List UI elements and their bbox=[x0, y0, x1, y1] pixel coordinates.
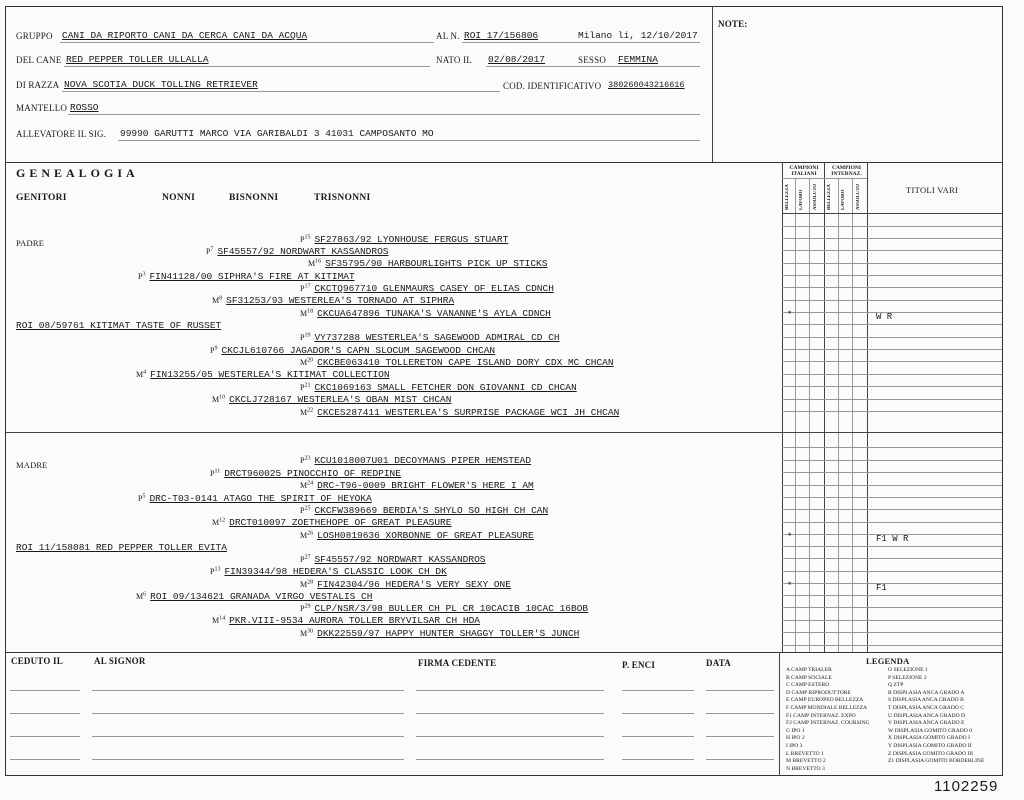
grid-row-line bbox=[782, 226, 1002, 227]
al-n-label: AL N. bbox=[436, 31, 460, 41]
entry-code-letter: P bbox=[300, 284, 305, 293]
footer-blank-line bbox=[622, 736, 694, 737]
mantello-rule bbox=[68, 114, 700, 115]
grid-row-line bbox=[782, 583, 1002, 584]
entry-code-number: 5 bbox=[142, 493, 146, 500]
entry-text: CKCES287411 WESTERLEA'S SURPRISE PACKAGE WCI JH CHCAN bbox=[317, 407, 620, 418]
razza-rule bbox=[62, 91, 500, 92]
entry-code bbox=[210, 346, 217, 355]
entry-code bbox=[136, 592, 146, 601]
col-trisnonni: TRISNONNI bbox=[314, 193, 371, 203]
legenda-item: D CAMP RIPRODUTTORE bbox=[786, 689, 851, 696]
entry-code-number: 13 bbox=[214, 566, 221, 573]
legenda-item: L BREVETTO 1 bbox=[786, 750, 824, 757]
entry-text: CLP/NSR/3/98 BULLER CH PL CR 10CACIB 10CAC 16BOB bbox=[314, 603, 589, 614]
legenda-item: P SELEZIONE 2 bbox=[888, 674, 927, 681]
sub-bellezza-it: BELLEZZA bbox=[785, 184, 790, 210]
sub-lavoro-it: LAVORO bbox=[799, 189, 804, 210]
footer-blank-line bbox=[622, 713, 694, 714]
campioni-head-rule bbox=[782, 213, 1002, 214]
titoli-sire: W R bbox=[876, 312, 893, 322]
entry-code-number: 21 bbox=[304, 382, 311, 389]
footer-blank-line bbox=[92, 690, 404, 691]
titoli-vari: TITOLI VARI bbox=[906, 185, 959, 195]
entry-text: SF35795/90 HARBOURLIGHTS PICK UP STICKS bbox=[325, 258, 548, 269]
footer-blank-line bbox=[416, 759, 604, 760]
entry-code-number: 4 bbox=[143, 369, 147, 376]
footer-blank-line bbox=[10, 713, 80, 714]
col-genitori: GENITORI bbox=[16, 193, 67, 203]
grid-row-line bbox=[782, 386, 1002, 387]
grid-row-line bbox=[782, 571, 1002, 572]
del-cane-value: RED PEPPER TOLLER ULLALLA bbox=[66, 54, 209, 65]
nato-il-label: NATO IL bbox=[436, 55, 472, 65]
cod-value: 380260043216616 bbox=[608, 80, 685, 90]
legenda-item: Z DISPLASIA GOMITO GRADO III bbox=[888, 750, 974, 757]
entry-text: SF45557/92 NORDWART KASSANDROS bbox=[314, 554, 486, 565]
pedigree-entry bbox=[300, 623, 579, 641]
footer-blank-line bbox=[10, 690, 80, 691]
grid-row-line bbox=[782, 238, 1002, 239]
legenda-item: Y DISPLASIA GOMITO GRADO II bbox=[888, 743, 972, 749]
entry-code bbox=[210, 567, 220, 576]
entry-text: CKC1069163 SMALL FETCHER DON GIOVANNI CD CHCAN bbox=[314, 382, 577, 393]
campioni-sub-rule bbox=[782, 178, 867, 179]
cod-label: COD. IDENTIFICATIVO bbox=[503, 81, 602, 91]
legenda-item: V DISPLASIA ANCA GRADO E bbox=[888, 720, 965, 727]
entry-text: ROI 08/59761 KITIMAT TASTE OF RUSSET bbox=[16, 320, 222, 331]
grid-row-line bbox=[782, 349, 1002, 350]
entry-text: CKCTQ967710 GLENMAURS CASEY OF ELIAS CDNCH bbox=[314, 283, 554, 294]
grid-row-line bbox=[782, 497, 1002, 498]
legenda-item: S DISPLASIA ANCA GRADO B bbox=[888, 697, 964, 704]
entry-text: CKCBE063410 TOLLERETON CAPE ISLAND DORY CDX MC CHCAN bbox=[317, 357, 614, 368]
legenda-item: E CAMP EUROPEO BELLEZZA bbox=[786, 697, 864, 704]
mark-star-dam: * bbox=[787, 532, 793, 542]
grid-col-3 bbox=[824, 162, 825, 652]
sub-assoluto-int: ASSOLUTO bbox=[856, 183, 861, 210]
entry-code-number: 19 bbox=[304, 332, 311, 339]
sub-bellezza-int: BELLEZZA bbox=[827, 184, 832, 210]
entry-code-letter: M bbox=[300, 309, 308, 318]
legenda-item: F CAMP MONDIALE BELLEZZA bbox=[786, 705, 868, 711]
entry-text: DRCT010097 ZOETHEHOPE OF GREAT PLEASURE bbox=[229, 517, 452, 528]
legenda-item: Q ZTP bbox=[888, 682, 904, 689]
footer-blank-line bbox=[92, 713, 404, 714]
legenda-item: G IPO 1 bbox=[786, 727, 805, 734]
gruppo-label: GRUPPO bbox=[16, 31, 53, 41]
entry-code-letter: P bbox=[138, 272, 143, 281]
entry-code-number: 26 bbox=[307, 530, 314, 537]
legenda-item: M BREVETTO 2 bbox=[786, 758, 826, 765]
entry-code-letter: P bbox=[138, 494, 143, 503]
mantello-value: ROSSO bbox=[70, 102, 99, 113]
entry-code-number: 9 bbox=[214, 345, 218, 352]
razza-value: NOVA SCOTIA DUCK TOLLING RETRIEVER bbox=[64, 79, 258, 90]
footer-blank-line bbox=[92, 759, 404, 760]
footer-blank-line bbox=[416, 713, 604, 714]
entry-text: FIN42304/96 HEDERA'S VERY SEXY ONE bbox=[317, 579, 511, 590]
entry-code-number: 30 bbox=[307, 628, 314, 635]
entry-code-letter: M bbox=[212, 395, 220, 404]
entry-text: DRC-T03-0141 ATAGO THE SPIRIT OF HEYOKA bbox=[149, 493, 372, 504]
entry-code-number: 7 bbox=[210, 246, 214, 253]
grid-row-line bbox=[782, 324, 1002, 325]
legenda-item: F1 CAMP INTERNAZ. EXPO bbox=[786, 712, 856, 719]
entry-code-number: 6 bbox=[143, 591, 147, 598]
entry-code-letter: M bbox=[308, 259, 316, 268]
entry-text: SF45557/92 NORDWART KASSANDROS bbox=[217, 246, 389, 257]
col-bisnonni: BISNONNI bbox=[229, 193, 279, 203]
footer-blank-line bbox=[706, 736, 774, 737]
entry-text: FIN39344/98 HEDERA'S CLASSIC LOOK CH DK bbox=[224, 566, 447, 577]
footer-blank-line bbox=[706, 690, 774, 691]
del-cane-label: DEL CANE bbox=[16, 55, 62, 65]
grid-row-line bbox=[782, 595, 1002, 596]
grid-row-line bbox=[782, 632, 1002, 633]
footer-blank-line bbox=[10, 759, 80, 760]
entry-text: DRC-T96-0009 BRIGHT FLOWER'S HERE I AM bbox=[317, 480, 534, 491]
grid-row-line bbox=[782, 460, 1002, 461]
sire-dam-separator bbox=[6, 432, 1002, 433]
footer-blank-line bbox=[92, 736, 404, 737]
al-n-value: ROI 17/156806 bbox=[464, 30, 539, 41]
sesso-value: FEMMINA bbox=[618, 54, 658, 65]
entry-code-number: 27 bbox=[304, 554, 311, 561]
entry-code-number: 12 bbox=[219, 517, 226, 524]
grid-row-line bbox=[782, 250, 1002, 251]
entry-code bbox=[206, 247, 213, 256]
entry-code-letter: M bbox=[300, 629, 308, 638]
entry-code-letter: M bbox=[136, 370, 144, 379]
entry-code-letter: M bbox=[212, 296, 220, 305]
entry-code bbox=[300, 408, 313, 417]
entry-text: SF27863/92 LYONHOUSE FERGUS STUART bbox=[314, 234, 509, 245]
grid-row-line bbox=[782, 374, 1002, 375]
nato-rule bbox=[486, 66, 700, 67]
footer-blank-line bbox=[622, 690, 694, 691]
entry-text: SF31253/93 WESTERLEA'S TORNADO AT SIPHRA bbox=[226, 295, 455, 306]
grid-row-line bbox=[782, 620, 1002, 621]
entry-text: KCU1018007U01 DECOYMANS PIPER HEMSTEAD bbox=[314, 455, 532, 466]
entry-code-letter: M bbox=[300, 481, 308, 490]
entry-code-number: 16 bbox=[315, 258, 322, 265]
entry-code bbox=[212, 616, 225, 625]
entry-code bbox=[212, 395, 225, 404]
legenda-item: I IPO 3 bbox=[786, 743, 803, 749]
al-signor-label: AL SIGNOR bbox=[94, 656, 146, 666]
entry-code-letter: M bbox=[300, 531, 308, 540]
campioni-internaz: CAMPIONI INTERNAZ. bbox=[831, 165, 862, 177]
entry-text: CKCLJ728167 WESTERLEA'S OBAN MIST CHCAN bbox=[229, 394, 452, 405]
footer-blank-line bbox=[10, 736, 80, 737]
col-nonni: NONNI bbox=[162, 193, 196, 203]
entry-code-number: 24 bbox=[307, 480, 314, 487]
legenda-item: C CAMP ESTERO bbox=[786, 682, 830, 689]
entry-code bbox=[300, 629, 313, 638]
entry-code-number: 8 bbox=[219, 295, 223, 302]
titoli-dam: F1 W R bbox=[876, 534, 909, 544]
pedigree-entry bbox=[300, 525, 534, 543]
entry-code-number: 25 bbox=[304, 505, 311, 512]
grid-row-line bbox=[782, 287, 1002, 288]
del-cane-rule bbox=[64, 66, 430, 67]
entry-code-letter: P bbox=[210, 346, 215, 355]
legenda-item: F2 CAMP INTERNAZ. COURSING bbox=[786, 720, 870, 727]
entry-text: VY737288 WESTERLEA'S SAGEWOOD ADMIRAL CD CH bbox=[314, 332, 560, 343]
entry-code-number: 11 bbox=[214, 468, 221, 475]
footer-top-border bbox=[6, 652, 1002, 653]
grid-row-line bbox=[782, 485, 1002, 486]
firma-cedente-label: FIRMA CEDENTE bbox=[418, 658, 497, 668]
grid-row-line bbox=[782, 300, 1002, 301]
grid-row-line bbox=[782, 509, 1002, 510]
entry-code bbox=[210, 469, 220, 478]
genealogia-top-border bbox=[6, 162, 1002, 163]
entry-code-letter: P bbox=[300, 333, 305, 342]
grid-row-line bbox=[782, 472, 1002, 473]
entry-text: CKCJL610766 JAGADOR'S CAPN SLOCUM SAGEWOOD CHCAN bbox=[221, 345, 496, 356]
entry-code-letter: M bbox=[212, 518, 220, 527]
entry-code bbox=[212, 518, 225, 527]
pedigree-entry bbox=[16, 537, 227, 555]
entry-code bbox=[300, 531, 313, 540]
legenda-item: R DISPLASIA ANCA GRADO A bbox=[888, 689, 965, 696]
entry-code-number: 17 bbox=[304, 283, 311, 290]
data-label: DATA bbox=[706, 658, 731, 668]
note-label: NOTE: bbox=[718, 19, 748, 29]
legenda-item: Z1 DISPLASIA GOMITO BORDERLINE bbox=[888, 758, 985, 765]
entry-text: ROI 09/134621 GRANADA VIRGO VESTALIS CH bbox=[150, 591, 373, 602]
mantello-label: MANTELLO bbox=[16, 103, 68, 113]
legenda-item: O SELEZIONE 1 bbox=[888, 667, 928, 673]
allevatore-label: ALLEVATORE IL SIG. bbox=[16, 129, 107, 139]
mark-star-m6: * bbox=[787, 581, 793, 591]
entry-text: FIN41128/00 SIPHRA'S FIRE AT KITIMAT bbox=[149, 271, 355, 282]
p-enci-label: P. ENCI bbox=[622, 660, 656, 670]
entry-code bbox=[138, 494, 145, 503]
ceduto-il-label: CEDUTO IL bbox=[11, 656, 63, 666]
footer-blank-line bbox=[706, 759, 774, 760]
campioni-italiani: CAMPIONI ITALIANI bbox=[789, 165, 819, 177]
entry-code-letter: P bbox=[206, 247, 211, 256]
gruppo-value: CANI DA RIPORTO CANI DA CERCA CANI DA ACQUA bbox=[62, 30, 308, 41]
entry-code bbox=[138, 272, 145, 281]
legenda-title: LEGENDA bbox=[866, 656, 910, 666]
entry-code-letter: P bbox=[300, 456, 305, 465]
entry-code-letter: M bbox=[300, 580, 308, 589]
entry-code-letter: P bbox=[210, 469, 215, 478]
entry-text: FIN13255/05 WESTERLEA'S KITIMAT COLLECTION bbox=[150, 369, 390, 380]
nato-il-value: 02/08/2017 bbox=[488, 54, 546, 65]
entry-code-number: 14 bbox=[219, 615, 226, 622]
grid-row-line bbox=[782, 263, 1002, 264]
legenda-item: H IPO 2 bbox=[786, 735, 805, 742]
grid-row-line bbox=[782, 607, 1002, 608]
entry-text: ROI 11/158081 RED PEPPER TOLLER EVITA bbox=[16, 542, 227, 553]
footer-blank-line bbox=[622, 759, 694, 760]
razza-label: DI RAZZA bbox=[16, 80, 60, 90]
entry-text: LOSH0819636 XORBONNE OF GREAT PLEASURE bbox=[317, 530, 534, 541]
legenda-item: U DISPLASIA ANCA GRADO D bbox=[888, 712, 966, 719]
entry-code-number: 28 bbox=[307, 579, 314, 586]
entry-code-letter: P bbox=[300, 555, 305, 564]
entry-code-number: 22 bbox=[307, 407, 314, 414]
legenda-item: T DISPLASIA ANCA GRADO C bbox=[888, 705, 965, 711]
entry-code-number: 20 bbox=[307, 357, 314, 364]
al-n-rule bbox=[462, 42, 700, 43]
entry-code bbox=[300, 309, 313, 318]
footer-blank-line bbox=[706, 713, 774, 714]
sub-assoluto-it: ASSOLUTO bbox=[813, 183, 818, 210]
allevatore-value: 99990 GARUTTI MARCO VIA GARIBALDI 3 41031 CAMPOSANTO MO bbox=[120, 128, 434, 139]
entry-code-letter: P bbox=[300, 383, 305, 392]
grid-row-line bbox=[782, 399, 1002, 400]
luogo-data: Milano li, 12/10/2017 bbox=[578, 30, 698, 41]
madre-label: MADRE bbox=[16, 460, 48, 470]
footer-blank-line bbox=[416, 690, 604, 691]
grid-row-line bbox=[782, 337, 1002, 338]
genealogia-title: GENEALOGIA bbox=[16, 166, 139, 180]
legenda-item: N BREVETTO 3 bbox=[786, 765, 825, 772]
legenda-divider bbox=[779, 652, 780, 776]
campioni-left-line bbox=[782, 162, 783, 652]
grid-row-line bbox=[782, 558, 1002, 559]
legenda-item: B CAMP SOCIALE bbox=[786, 674, 832, 681]
mark-star-sire: * bbox=[787, 310, 793, 320]
entry-code-number: 23 bbox=[304, 455, 311, 462]
entry-code bbox=[136, 370, 146, 379]
grid-row-line bbox=[782, 645, 1002, 646]
entry-code-letter: P bbox=[300, 235, 305, 244]
entry-code bbox=[212, 296, 222, 305]
grid-row-line bbox=[782, 411, 1002, 412]
grid-row-line bbox=[782, 361, 1002, 362]
padre-label: PADRE bbox=[16, 238, 45, 248]
pedigree-entry bbox=[300, 402, 619, 420]
entry-code-letter: P bbox=[300, 604, 305, 613]
entry-code-number: 29 bbox=[304, 603, 311, 610]
entry-code-letter: M bbox=[212, 616, 220, 625]
pedigree-entry bbox=[300, 303, 551, 321]
entry-text: CKCUA647896 TUNAKA'S VANANNE'S AYLA CDNCH bbox=[317, 308, 551, 319]
grid-row-line bbox=[782, 447, 1002, 448]
entry-code-number: 10 bbox=[219, 394, 226, 401]
grid-row-line bbox=[782, 546, 1002, 547]
sesso-label: SESSO bbox=[578, 55, 607, 65]
entry-text: DKK22559/97 HAPPY HUNTER SHAGGY TOLLER'S JUNCH bbox=[317, 628, 580, 639]
grid-col-6 bbox=[867, 162, 868, 652]
note-divider bbox=[712, 7, 713, 163]
legenda-item: A CAMP TRIALER bbox=[786, 667, 832, 673]
entry-code-number: 3 bbox=[142, 271, 146, 278]
entry-code-letter: M bbox=[136, 592, 144, 601]
entry-text: CKCFW389669 BERDIA'S SHYLO SO HIGH CH CAN bbox=[314, 505, 549, 516]
pedigree-entry bbox=[16, 315, 221, 333]
allevatore-rule bbox=[118, 140, 700, 141]
entry-text: DRCT960025 PINOCCHIO OF REDPINE bbox=[224, 468, 401, 479]
footer-blank-line bbox=[416, 736, 604, 737]
entry-code-number: 18 bbox=[307, 308, 314, 315]
entry-text: PKR.VIII-9534 AURORA TOLLER BRYVILSAR CH HDA bbox=[229, 615, 480, 626]
sub-lavoro-int: LAVORO bbox=[841, 189, 846, 210]
grid-row-line bbox=[782, 522, 1002, 523]
entry-code-letter: P bbox=[300, 506, 305, 515]
grid-row-line bbox=[782, 275, 1002, 276]
gruppo-rule bbox=[60, 42, 434, 43]
entry-code-number: 15 bbox=[304, 234, 311, 241]
titoli-m6: F1 bbox=[876, 583, 887, 593]
legenda-item: X DISPLASIA GOMITO GRADO I bbox=[888, 735, 970, 742]
document-number: 1102259 bbox=[934, 778, 999, 795]
entry-code-letter: M bbox=[300, 408, 308, 417]
legenda-item: W DISPLASIA GOMITO GRADO 0 bbox=[888, 727, 973, 734]
entry-code-letter: P bbox=[210, 567, 215, 576]
entry-code-letter: M bbox=[300, 358, 308, 367]
